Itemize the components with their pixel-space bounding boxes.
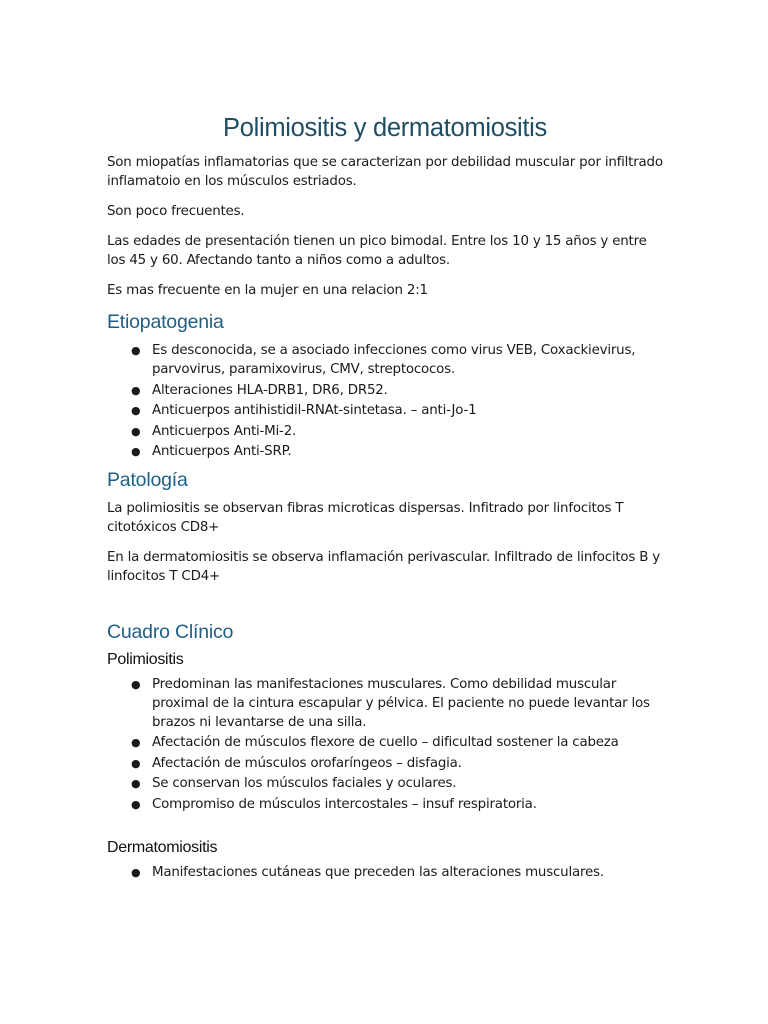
bullet-icon: ● xyxy=(131,344,141,357)
bullet-icon: ● xyxy=(131,756,141,770)
list-item: ● Anticuerpos Anti-Mi-2. xyxy=(131,423,297,439)
bullet-icon: ● xyxy=(131,797,141,811)
bullet-icon: ● xyxy=(131,383,141,397)
dermatomiositis-list xyxy=(107,863,663,882)
list-item: ● Anticuerpos antihistidil-RNAt-sintetasa. – anti-Jo-1 xyxy=(131,403,477,418)
bullet-icon: ● xyxy=(131,736,141,749)
list-item: ● Es desconocida, se a asociado infecciones como virus VEB, Coxackievirus, parvovirus, paramixovirus, CMV, streptococos. xyxy=(131,343,636,377)
intro-paragraph: Las edades de presentación tienen un pico bimodal. Entre los 10 y 15 años y entre los 45 y 60. Afectando tanto a niños como a adultos. xyxy=(107,234,647,268)
intro-paragraph: Es mas frecuente en la mujer en una relacion 2:1 xyxy=(107,283,428,298)
list-item: ● Anticuerpos Anti-SRP. xyxy=(131,444,292,459)
list-item: ● Compromiso de músculos intercostales – insuf respiratoria. xyxy=(131,796,537,812)
bullet-icon: ● xyxy=(131,445,141,458)
bullet-icon: ● xyxy=(131,677,141,691)
list-item: ● Afectación de músculos flexore de cuello – dificultad sostener la cabeza xyxy=(131,735,619,750)
patologia-paragraph: En la dermatomiositis se observa inflamación perivascular. Infiltrado de linfocitos B y linfocitos T CD4+ xyxy=(107,549,661,584)
list-item: ● Predominan las manifestaciones musculares. Como debilidad muscular proximal de la cintura escapular y pélvica. El paciente no puede levantar los brazos ni levantarse de una silla. xyxy=(131,676,650,730)
bullet-icon: ● xyxy=(131,424,141,438)
list-item: ● Alteraciones HLA-DRB1, DR6, DR52. xyxy=(131,382,388,398)
section-heading-patologia: Patología xyxy=(107,468,188,491)
polimiositis-list xyxy=(107,675,663,814)
section-heading-etiopatogenia: Etiopatogenia xyxy=(107,311,224,333)
bullet-icon: ● xyxy=(131,866,141,879)
section-heading-cuadro-clinico: Cuadro Clínico xyxy=(107,620,234,643)
list-item: ● Manifestaciones cutáneas que preceden las alteraciones musculares. xyxy=(131,865,604,880)
intro-paragraph: Son poco frecuentes. xyxy=(107,204,245,219)
patologia-paragraph: La polimiositis se observan fibras microticas dispersas. Infitrado por linfocitos T citotóxicos CD8+ xyxy=(107,500,624,535)
subheading-polimiositis: Polimiositis xyxy=(107,650,184,668)
bullet-icon: ● xyxy=(131,404,141,417)
list-item: ● Afectación de músculos orofaríngeos – disfagia. xyxy=(131,755,462,771)
subheading-dermatomiositis: Dermatomiositis xyxy=(107,839,218,856)
bullet-icon: ● xyxy=(131,777,141,790)
etiopatogenia-list xyxy=(107,341,663,461)
document-content xyxy=(107,114,663,884)
page-title: Polimiositis y dermatomiositis xyxy=(223,114,547,142)
list-item: ● Se conservan los músculos faciales y oculares. xyxy=(131,776,457,791)
intro-paragraph: Son miopatías inflamatorias que se caracterizan por debilidad muscular por infiltrado inflamatoio en los músculos estriados. xyxy=(107,155,663,189)
